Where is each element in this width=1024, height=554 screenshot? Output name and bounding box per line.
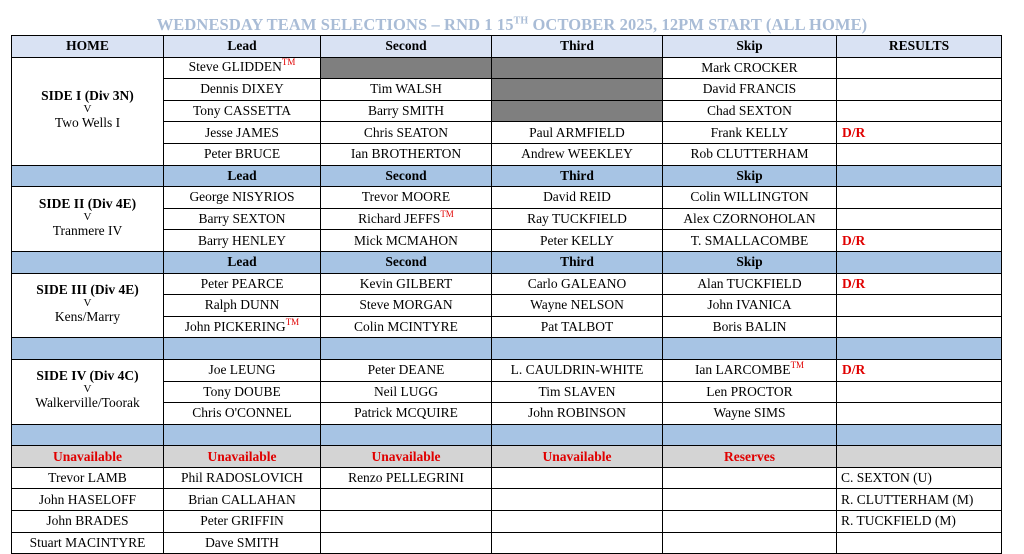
section-spacer-cell — [321, 424, 492, 446]
unavailable-cell — [321, 511, 492, 533]
skip-cell: Mark CROCKER — [663, 57, 837, 79]
second-cell — [321, 57, 492, 79]
player-name: John PICKERING — [184, 318, 286, 334]
player-name: Steve GLIDDEN — [188, 59, 282, 75]
unavailable-cell — [663, 511, 837, 533]
second-cell: Steve MORGAN — [321, 295, 492, 317]
skip-cell: Alan TUCKFIELD — [663, 273, 837, 295]
result-cell — [837, 187, 1002, 209]
team-selections-table — [11, 35, 1002, 554]
team-manager-mark: TM — [285, 316, 300, 327]
skip-cell: Len PROCTOR — [663, 381, 837, 403]
lead-cell: Tony CASSETTA — [164, 100, 321, 122]
side-name: SIDE IV (Div 4C) — [36, 368, 139, 384]
side-cell — [12, 57, 164, 165]
section-header-row — [12, 165, 1002, 187]
unavailable-row — [12, 489, 1002, 511]
section-header-third: Third — [492, 165, 663, 187]
lead-cell: Peter BRUCE — [164, 143, 321, 165]
side-cell — [12, 359, 164, 424]
unavailable-cell — [663, 489, 837, 511]
lead-cell: Peter PEARCE — [164, 273, 321, 295]
section-spacer-cell — [663, 338, 837, 360]
third-cell: Pat TALBOT — [492, 316, 663, 338]
side-name: SIDE I (Div 3N) — [41, 87, 134, 103]
unavailable-cell: Peter GRIFFIN — [164, 511, 321, 533]
third-cell: L. CAULDRIN-WHITE — [492, 359, 663, 381]
third-cell: Tim SLAVEN — [492, 381, 663, 403]
section-header-lead: Lead — [164, 251, 321, 273]
second-cell: Peter DEANE — [321, 359, 492, 381]
player-name: Ian LARCOMBE — [694, 361, 791, 377]
third-cell — [492, 57, 663, 79]
side-name: SIDE II (Div 4E) — [38, 195, 137, 211]
second-cell: Mick MCMAHON — [321, 230, 492, 252]
section-spacer-cell — [12, 165, 164, 187]
skip-cell — [663, 359, 837, 381]
skip-cell: Colin WILLINGTON — [663, 187, 837, 209]
second-cell — [321, 208, 492, 230]
unavailable-cell: John HASELOFF — [12, 489, 164, 511]
result-cell — [837, 295, 1002, 317]
skip-cell: Rob CLUTTERHAM — [663, 143, 837, 165]
unavailable-cell: Dave SMITH — [164, 532, 321, 554]
header-third: Third — [492, 36, 663, 58]
opponent-name: Kens/Marry — [54, 308, 121, 324]
result-cell — [837, 403, 1002, 425]
unavailable-cell — [321, 489, 492, 511]
player-row — [12, 187, 1002, 209]
third-cell: Andrew WEEKLEY — [492, 143, 663, 165]
skip-cell: Chad SEXTON — [663, 100, 837, 122]
unavailable-cell — [492, 532, 663, 554]
title-rest: OCTOBER 2025, 12PM START (ALL HOME) — [528, 15, 868, 34]
unavailable-row — [12, 511, 1002, 533]
page-title — [0, 15, 1024, 35]
title-sup: TH — [513, 15, 529, 27]
unavailable-cell: John BRADES — [12, 511, 164, 533]
lead-cell: Chris O'CONNEL — [164, 403, 321, 425]
third-cell — [492, 79, 663, 101]
section-spacer-cell — [837, 165, 1002, 187]
second-cell: Kevin GILBERT — [321, 273, 492, 295]
third-cell: Carlo GALEANO — [492, 273, 663, 295]
section-header-second: Second — [321, 251, 492, 273]
reserve-cell — [837, 532, 1002, 554]
section-spacer-cell — [492, 338, 663, 360]
result-cell — [837, 100, 1002, 122]
opponent-name: Two Wells I — [54, 114, 121, 130]
unavailable-row — [12, 532, 1002, 554]
team-manager-mark: TM — [790, 359, 805, 370]
section-spacer-cell — [12, 338, 164, 360]
second-cell: Neil LUGG — [321, 381, 492, 403]
lead-cell: Ralph DUNN — [164, 295, 321, 317]
title-text: WEDNESDAY TEAM SELECTIONS – RND 1 15 — [156, 15, 514, 34]
section-spacer-cell — [12, 424, 164, 446]
third-cell: Wayne NELSON — [492, 295, 663, 317]
header-results: RESULTS — [837, 36, 1002, 58]
team-manager-mark: TM — [281, 57, 296, 68]
third-cell: Ray TUCKFIELD — [492, 208, 663, 230]
reserve-cell: R. CLUTTERHAM (M) — [837, 489, 1002, 511]
second-cell: Trevor MOORE — [321, 187, 492, 209]
third-cell — [492, 100, 663, 122]
section-spacer-cell — [837, 338, 1002, 360]
section-spacer-cell — [12, 251, 164, 273]
unavailable-cell — [663, 532, 837, 554]
result-cell — [837, 79, 1002, 101]
section-header-third: Third — [492, 251, 663, 273]
unavailable-cell: Renzo PELLEGRINI — [321, 467, 492, 489]
reserve-cell: C. SEXTON (U) — [837, 467, 1002, 489]
second-cell: Chris SEATON — [321, 122, 492, 144]
header-home: HOME — [12, 36, 164, 58]
section-spacer-cell — [837, 424, 1002, 446]
result-cell: D/R — [837, 273, 1002, 295]
side-cell — [12, 187, 164, 252]
unavailable-cell — [492, 511, 663, 533]
unavailable-cell: Stuart MACINTYRE — [12, 532, 164, 554]
second-cell: Ian BROTHERTON — [321, 143, 492, 165]
unavailable-header: Unavailable — [164, 446, 321, 468]
lead-cell — [164, 57, 321, 79]
unavailable-header-row — [12, 446, 1002, 468]
section-spacer-cell — [164, 338, 321, 360]
side-cell — [12, 273, 164, 338]
third-cell: David REID — [492, 187, 663, 209]
skip-cell: Alex CZORNOHOLAN — [663, 208, 837, 230]
unavailable-cell: Trevor LAMB — [12, 467, 164, 489]
player-row — [12, 359, 1002, 381]
reserves-header: Reserves — [663, 446, 837, 468]
third-cell: Paul ARMFIELD — [492, 122, 663, 144]
section-spacer-cell — [321, 338, 492, 360]
lead-cell: Tony DOUBE — [164, 381, 321, 403]
opponent-name: Tranmere IV — [52, 222, 123, 238]
unavailable-cell — [492, 489, 663, 511]
unavailable-header: Unavailable — [492, 446, 663, 468]
lead-cell: Barry SEXTON — [164, 208, 321, 230]
lead-cell: George NISYRIOS — [164, 187, 321, 209]
section-spacer-cell — [164, 424, 321, 446]
result-cell — [837, 143, 1002, 165]
skip-cell: John IVANICA — [663, 295, 837, 317]
lead-cell: Barry HENLEY — [164, 230, 321, 252]
unavailable-cell — [663, 467, 837, 489]
section-header-skip: Skip — [663, 165, 837, 187]
lead-cell: Jesse JAMES — [164, 122, 321, 144]
header-skip: Skip — [663, 36, 837, 58]
second-cell: Barry SMITH — [321, 100, 492, 122]
opponent-name: Walkerville/Toorak — [35, 395, 140, 411]
unavailable-cell: Phil RADOSLOVICH — [164, 467, 321, 489]
player-name: Richard JEFFS — [358, 210, 441, 226]
header-row — [12, 36, 1002, 58]
section-spacer-cell — [663, 424, 837, 446]
section-spacer-cell — [837, 251, 1002, 273]
section-header-lead: Lead — [164, 165, 321, 187]
lead-cell: Joe LEUNG — [164, 359, 321, 381]
second-cell: Patrick MCQUIRE — [321, 403, 492, 425]
result-cell: D/R — [837, 122, 1002, 144]
versus-label: V — [83, 102, 92, 115]
unavailable-header: Unavailable — [12, 446, 164, 468]
second-cell: Colin MCINTYRE — [321, 316, 492, 338]
result-cell — [837, 208, 1002, 230]
section-header-skip: Skip — [663, 251, 837, 273]
versus-label: V — [83, 296, 92, 309]
unavailable-header: Unavailable — [321, 446, 492, 468]
team-manager-mark: TM — [440, 208, 454, 219]
unavailable-cell — [492, 467, 663, 489]
lead-cell: Dennis DIXEY — [164, 79, 321, 101]
result-cell — [837, 316, 1002, 338]
unavailable-cell — [321, 532, 492, 554]
result-cell — [837, 381, 1002, 403]
skip-cell: Boris BALIN — [663, 316, 837, 338]
player-row — [12, 273, 1002, 295]
second-cell: Tim WALSH — [321, 79, 492, 101]
result-cell — [837, 57, 1002, 79]
skip-cell: T. SMALLACOMBE — [663, 230, 837, 252]
section-spacer-row — [12, 424, 1002, 446]
versus-label: V — [83, 210, 92, 223]
unavailable-row — [12, 467, 1002, 489]
section-header-row — [12, 338, 1002, 360]
side-name: SIDE III (Div 4E) — [36, 281, 139, 297]
result-cell: D/R — [837, 230, 1002, 252]
section-header-row — [12, 251, 1002, 273]
skip-cell: Frank KELLY — [663, 122, 837, 144]
skip-cell: Wayne SIMS — [663, 403, 837, 425]
reserve-cell: R. TUCKFIELD (M) — [837, 511, 1002, 533]
third-cell: John ROBINSON — [492, 403, 663, 425]
third-cell: Peter KELLY — [492, 230, 663, 252]
header-second: Second — [321, 36, 492, 58]
versus-label: V — [83, 383, 92, 396]
player-row — [12, 57, 1002, 79]
header-lead: Lead — [164, 36, 321, 58]
section-spacer-cell — [492, 424, 663, 446]
unavailable-header — [837, 446, 1002, 468]
unavailable-cell: Brian CALLAHAN — [164, 489, 321, 511]
result-cell: D/R — [837, 359, 1002, 381]
section-header-second: Second — [321, 165, 492, 187]
skip-cell: David FRANCIS — [663, 79, 837, 101]
lead-cell — [164, 316, 321, 338]
